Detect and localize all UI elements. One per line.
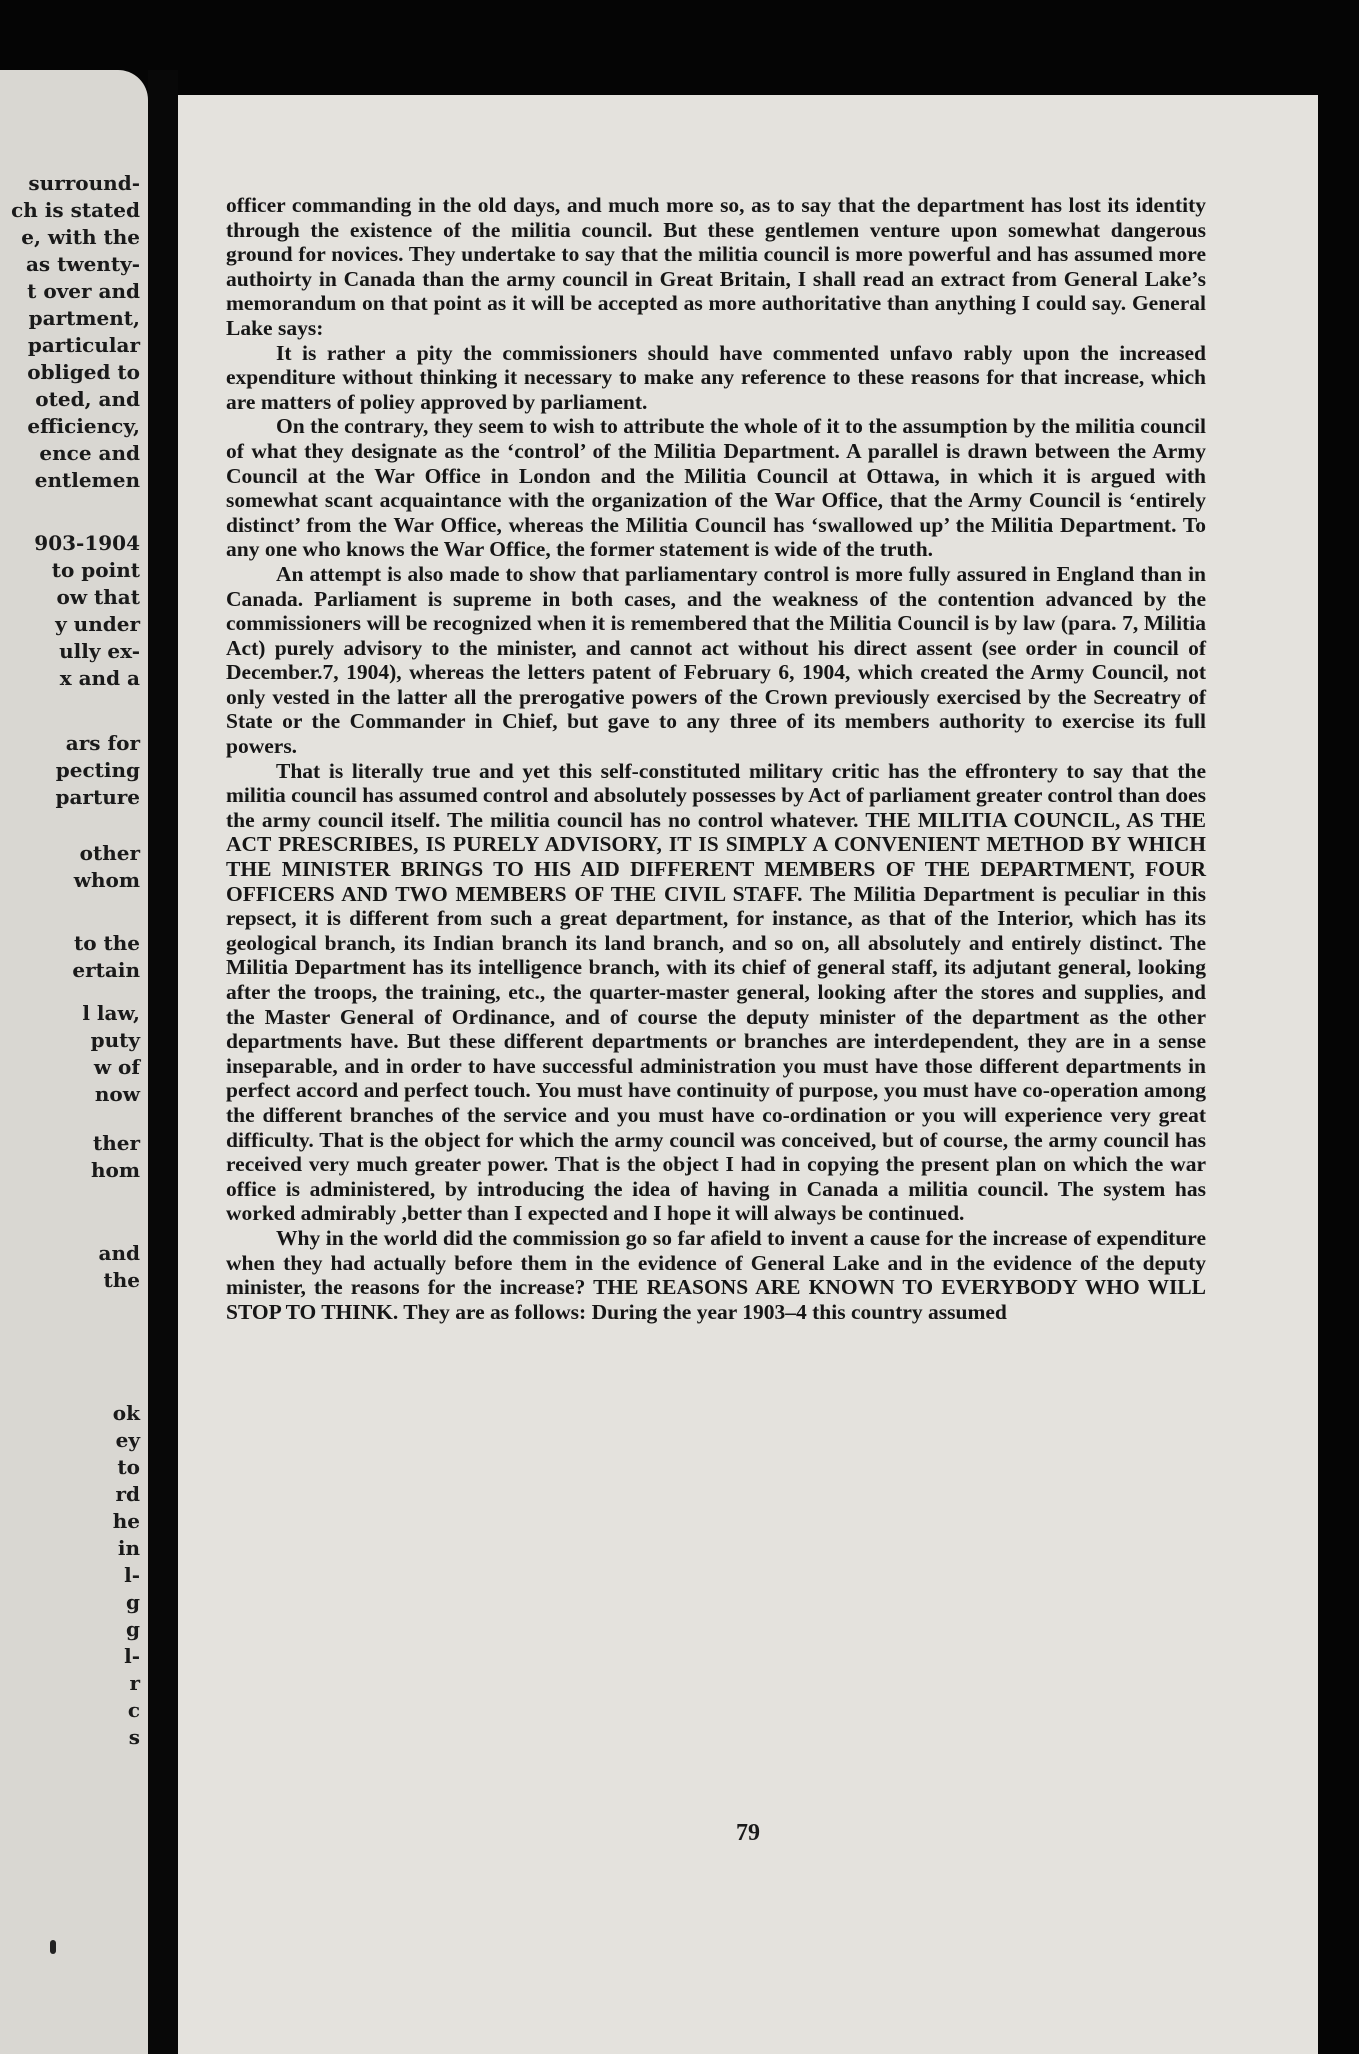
- left-line: ey: [115, 1428, 140, 1452]
- left-line: ence and: [39, 441, 140, 465]
- left-line: whom: [73, 868, 140, 892]
- left-page-text-block: [11, 170, 140, 494]
- left-line: ow that: [56, 585, 140, 609]
- left-line: ok: [112, 1401, 140, 1425]
- left-page-text-block: [82, 1000, 140, 1108]
- left-page-text-block: [74, 840, 140, 894]
- left-line: ully ex-: [59, 639, 140, 663]
- paragraph: It is rather a pity the commissioners should have commented unfavo rably upon the increased expenditure without thinking it necessary to make any reference to these reasons for that increase, which are matters of poliey approved by parliament.: [226, 340, 1206, 414]
- left-line: l-: [124, 1644, 140, 1668]
- left-page-text-block: [72, 930, 140, 984]
- left-line: ch is stated: [11, 198, 140, 222]
- left-line: g: [126, 1617, 140, 1641]
- left-line: the: [103, 1268, 140, 1292]
- previous-page-fragment: [0, 70, 148, 2054]
- left-page-text-block: [34, 530, 140, 692]
- left-line: obliged to: [27, 360, 140, 384]
- left-line: oted, and: [35, 387, 140, 411]
- page-body-text: [226, 193, 1206, 1324]
- left-line: entlemen: [34, 468, 140, 492]
- page-number: 79: [736, 1820, 760, 1846]
- left-line: to point: [51, 558, 140, 582]
- left-line: to the: [73, 931, 140, 955]
- left-line: to: [117, 1455, 140, 1479]
- left-line: ars for: [65, 731, 140, 755]
- left-line: y under: [55, 612, 140, 636]
- left-line: l law,: [82, 1001, 140, 1025]
- paragraph: officer commanding in the old days, and much more so, as to say that the department has lost its identity through the existence of the militia council. But these gentlemen venture upon somewhat dangerous ground for novices. They undertake to say that the militia council is more powerful and has assumed more authoirty in Canada than the army council in Great Britain, I shall read an extract from General Lake’s memorandum on that point as it will be accepted as more authoritative than anything I could say. General Lake says:: [226, 193, 1206, 340]
- left-line: r: [129, 1671, 140, 1695]
- left-line: now: [94, 1082, 140, 1106]
- left-line: other: [79, 841, 140, 865]
- left-page-text-block: [55, 730, 140, 811]
- main-page: [178, 95, 1318, 2054]
- left-line: and: [98, 1241, 140, 1265]
- left-line: e, with the: [21, 225, 140, 249]
- left-line: puty: [90, 1028, 140, 1052]
- left-line: as twenty-: [25, 252, 140, 276]
- paragraph: Why in the world did the commission go so far afield to invent a cause for the increase of expenditure when they had actually before them in the evidence of General Lake and in the evidence of the deputy minister, the reasons for the increase? THE REASONS ARE KNOWN TO EVERYBODY WHO WILL STOP TO THINK. They are as follows: During the year 1903–4 this country assumed: [226, 1225, 1206, 1324]
- left-line: hom: [90, 1158, 140, 1182]
- left-line: ther: [92, 1131, 140, 1155]
- left-line: rd: [115, 1482, 140, 1506]
- left-line: parture: [55, 785, 140, 809]
- paragraph: An attempt is also made to show that parliamentary control is more fully assured in England than in Canada. Parliament is supreme in both cases, and the weakness of the contention advanced by the commissioners will be recognized when it is remembered that the Militia Council is by law (para. 7, Militia Act) purely advisory to the minister, and cannot act without his direct assent (see order in council of December.7, 1904), whereas the letters patent of February 6, 1904, which created the Army Council, not only vested in the latter all the prerogative powers of the Crown previously exercised by the Secreatry of State or the Commander in Chief, but gave to any three of its members authority to exercise its full powers.: [226, 561, 1206, 759]
- left-line: partment,: [28, 306, 140, 330]
- left-page-text-block: [91, 1130, 140, 1184]
- left-line: in: [117, 1536, 140, 1560]
- left-line: pecting: [55, 758, 140, 782]
- left-line: c: [127, 1698, 140, 1722]
- left-line: he: [112, 1509, 140, 1533]
- left-line: x and a: [59, 666, 140, 690]
- left-line: 903-1904: [34, 531, 140, 555]
- paragraph: On the contrary, they seem to wish to attribute the whole of it to the assumption by the militia council of what they designate as the ‘control’ of the Militia Department. A parallel is drawn between the Army Council at the War Office in London and the Militia Council at Ottawa, in which it is argued with somewhat scant acquaintance with the organization of the War Office, that the Army Council is ‘entirely distinct’ from the War Office, whereas the Militia Council has ‘swallowed up’ the Militia Department. To any one who knows the War Office, the former statement is wide of the truth.: [226, 414, 1206, 562]
- left-line: l-: [124, 1563, 140, 1587]
- left-page-text-block: [113, 1400, 140, 1751]
- paragraph: That is literally true and yet this self-constituted military critic has the effrontery to say that the militia council has assumed control and absolutely possesses by Act of parliament greater control than does the army council itself. The militia council has no control whatever. THE MILITIA COUNCIL, AS THE ACT PRESCRIBES, IS PURELY ADVISORY, IT IS SIMPLY A CONVENIENT METHOD BY WHICH THE MINISTER BRINGS TO HIS AID DIFFERENT MEMBERS OF THE DEPARTMENT, FOUR OFFICERS AND TWO MEMBERS OF THE CIVIL STAFF. The Militia Department is peculiar in this repsect, it is different from such a great department, for instance, as that of the Interior, which has its geological branch, its Indian branch its land branch, and so on, all absolutely and entirely distinct. The Militia Department has its intelligence branch, with its chief of general staff, its adjutant general, looking after the troops, the training, etc., the quarter-master general, looking after the stores and supplies, and the Master General of Ordinance, and of course the deputy minister of the department as the other departments have. But these different departments or branches are interdependent, they are in a sense inseparable, and in order to have successful administration you must have those different departments in perfect accord and perfect touch. You must have continuity of purpose, you must have co-operation among the different branches of the service and you must have co-ordination or you will experience very great difficulty. That is the object for which the army council was conceived, but of course, the army council has received very much greater power. That is the object I had in copying the present plan on which the war office is administered, by introducing the idea of having in Canada a militia council. The system has worked admirably ,better than I expected and I hope it will always be continued.: [226, 758, 1206, 1226]
- left-line: g: [126, 1590, 140, 1614]
- left-line: particular: [27, 333, 140, 357]
- left-page-text-block: [99, 1240, 140, 1294]
- left-line: s: [128, 1725, 140, 1749]
- book-gutter: [148, 70, 178, 2054]
- left-line: surround-: [28, 171, 140, 195]
- left-line: efficiency,: [27, 414, 140, 438]
- ink-mark: [50, 1940, 56, 1954]
- left-line: ertain: [72, 958, 140, 982]
- left-line: w of: [93, 1055, 140, 1079]
- left-line: t over and: [27, 279, 140, 303]
